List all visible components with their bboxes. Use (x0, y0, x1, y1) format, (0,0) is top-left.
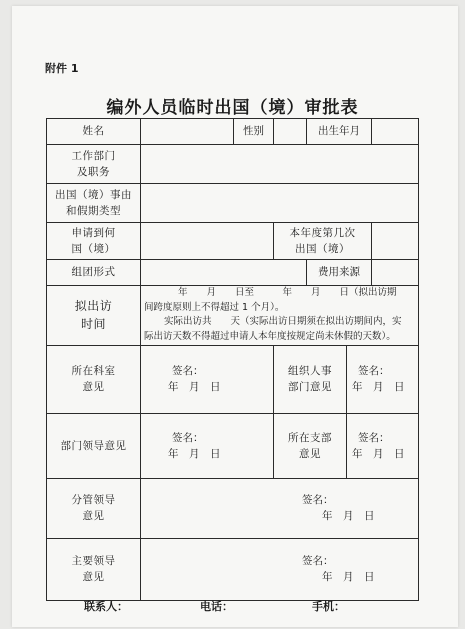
group-form-value-cell[interactable] (141, 260, 307, 286)
dept-value-cell[interactable] (141, 145, 419, 184)
contact-label: 联系人： (84, 600, 128, 613)
visit-time-label: 拟出访 时间 (47, 286, 141, 346)
office-opinion-cell[interactable]: 签名： 年 月 日 (141, 345, 274, 413)
charge-leader-label: 分管领导 意见 (47, 478, 141, 538)
fee-source-value-cell[interactable] (372, 260, 419, 286)
gender-label: 性别 (234, 119, 274, 145)
group-form-label: 组团形式 (47, 260, 141, 286)
times-value-cell[interactable] (372, 223, 419, 260)
times-label: 本年度第几次 出国（境） (274, 223, 372, 260)
hr-opinion-label: 组织人事 部门意见 (274, 345, 347, 413)
name-value-cell[interactable] (141, 119, 234, 145)
branch-opinion-cell[interactable]: 签名： 年 月 日 (347, 413, 419, 478)
phone-label: 电话： (200, 600, 233, 613)
leader-opinion-cell[interactable]: 签名： 年 月 日 (141, 413, 274, 478)
visit-time-text: 年 月 日至 年 月 日（拟出访期 间跨度原则上不得超过 1 个月）。 实际出访共 天（实际出访日期须在拟出访期间内，实 际出访天数不得超过申请人本年度按规定尚未休假的天数）。 (141, 286, 419, 346)
approval-form-table (46, 118, 419, 601)
fee-source-label: 费用来源 (307, 260, 372, 286)
branch-opinion-label: 所在支部 意见 (274, 413, 347, 478)
main-leader-label: 主要领导 意见 (47, 538, 141, 600)
mobile-label: 手机： (312, 600, 345, 613)
reason-value-cell[interactable] (141, 184, 419, 223)
hr-opinion-cell[interactable]: 签名： 年 月 日 (347, 345, 419, 413)
main-leader-cell[interactable]: 签名： 年 月 日 (141, 538, 419, 600)
office-opinion-label: 所在科室 意见 (47, 345, 141, 413)
charge-leader-cell[interactable]: 签名： 年 月 日 (141, 478, 419, 538)
attachment-label: 附件 1 (45, 62, 79, 75)
gender-value-cell[interactable] (274, 119, 307, 145)
leader-opinion-label: 部门领导意见 (47, 413, 141, 478)
birth-label: 出生年月 (307, 119, 372, 145)
destination-label: 申请到何 国（境） (47, 223, 141, 260)
reason-label: 出国（境）事由 和假期类型 (47, 184, 141, 223)
destination-value-cell[interactable] (141, 223, 274, 260)
form-title: 编外人员临时出国（境）审批表 (106, 98, 359, 118)
birth-value-cell[interactable] (372, 119, 419, 145)
dept-label: 工作部门 及职务 (47, 145, 141, 184)
name-label: 姓名 (47, 119, 141, 145)
